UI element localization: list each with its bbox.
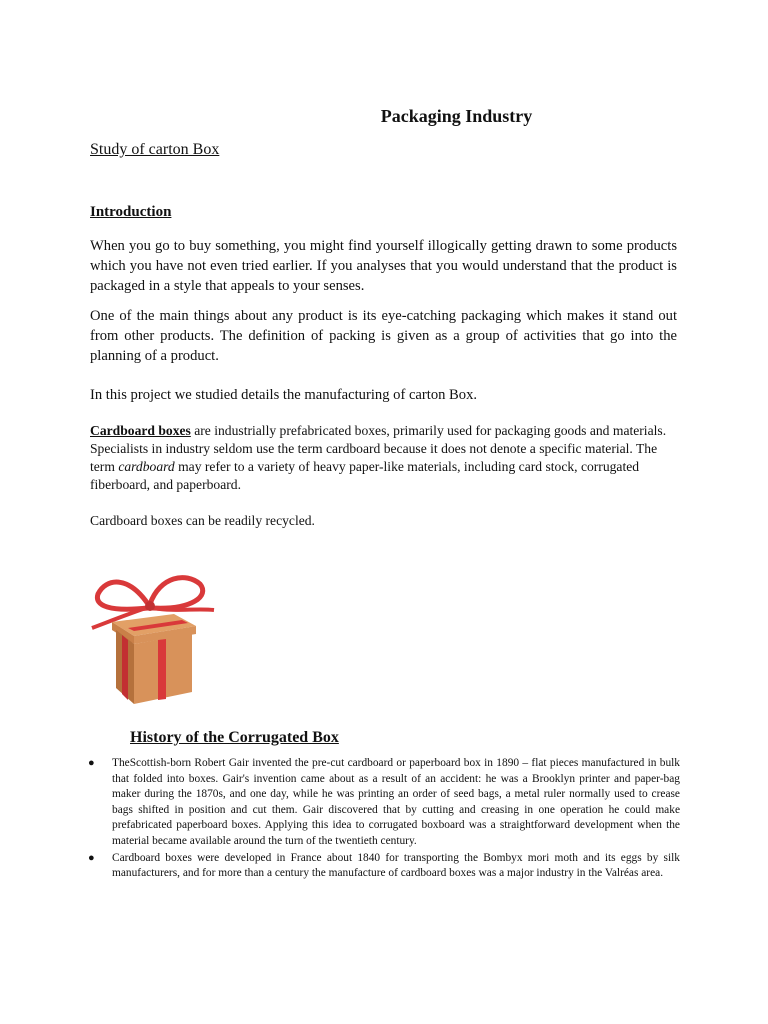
list-item-text: TheScottish-born Robert Gair invented the pre-cut cardboard or paperboard box in 1890 – flat pieces manufactured in bulk that folded into boxes. Gair's invention came about as a result of an accident: he was a Brooklyn printer and paper-bag maker during the 1870s, and one day, while he was printing an order of seed bags, a metal ruler normally used to crease bags shifted in position and cut them. Gair discovered that by cutting and creasing in one operation he could make prefabricated paperboard boxes. Applying this idea to corrugated boxboard was a straightforward development when the material became available around the turn of the twentieth century. (112, 757, 680, 847)
ribbon-loop-left (97, 582, 148, 609)
cardboard-term: Cardboard boxes (90, 423, 191, 438)
cardboard-paragraph (90, 422, 680, 494)
intro-paragraph-1: When you go to buy something, you might find yourself illogically getting drawn to some products which you have not even tried earlier. If you analyses that you would understand that the product is packaged in a style that appeals to your senses. (90, 238, 677, 294)
page-title: Packaging Industry (380, 106, 533, 126)
intro-paragraph-3: In this project we studied details the manufacturing of carton Box. (90, 387, 478, 403)
ribbon-side (122, 635, 128, 700)
ribbon-loop-right (150, 578, 203, 609)
introduction-heading: Introduction (90, 204, 172, 220)
bullet-icon: ● (88, 851, 95, 864)
recycle-line: Cardboard boxes can be readily recycled. (90, 513, 315, 528)
cardboard-italic: cardboard (118, 459, 175, 474)
intro-paragraph-2: One of the main things about any product is its eye-catching packaging which makes it stand out from other products. The definition of packing is given as a group of activities that go into the planning of a product. (90, 308, 677, 364)
gift-box-icon (88, 570, 218, 710)
document-subtitle: Study of carton Box (90, 141, 220, 158)
ribbon-knot (145, 601, 155, 611)
ribbon-vertical (158, 639, 166, 700)
bullet-icon: ● (88, 757, 95, 769)
list-item-text: Cardboard boxes were developed in France about 1840 for transporting the Bombyx mori moth and its eggs by silk manufacturers, and for more than a century the manufacture of cardboard boxes was a major industry in the Valréas area. (112, 851, 680, 880)
list-item (88, 851, 680, 882)
cardboard-text-b: may refer to a variety of heavy paper-like materials, including card stock, corrugated fiberboard, and paperboard. (90, 459, 640, 492)
list-item (88, 756, 680, 850)
cardboard-text-a: are industrially prefabricated boxes, primarily used for packaging goods and materials. Specialists in industry seldom use the term cardboard because it does not denote a specific material. The term (90, 423, 667, 474)
history-list (88, 756, 680, 883)
ribbon-tail-right (154, 608, 214, 610)
history-heading: History of the Corrugated Box (130, 729, 339, 746)
